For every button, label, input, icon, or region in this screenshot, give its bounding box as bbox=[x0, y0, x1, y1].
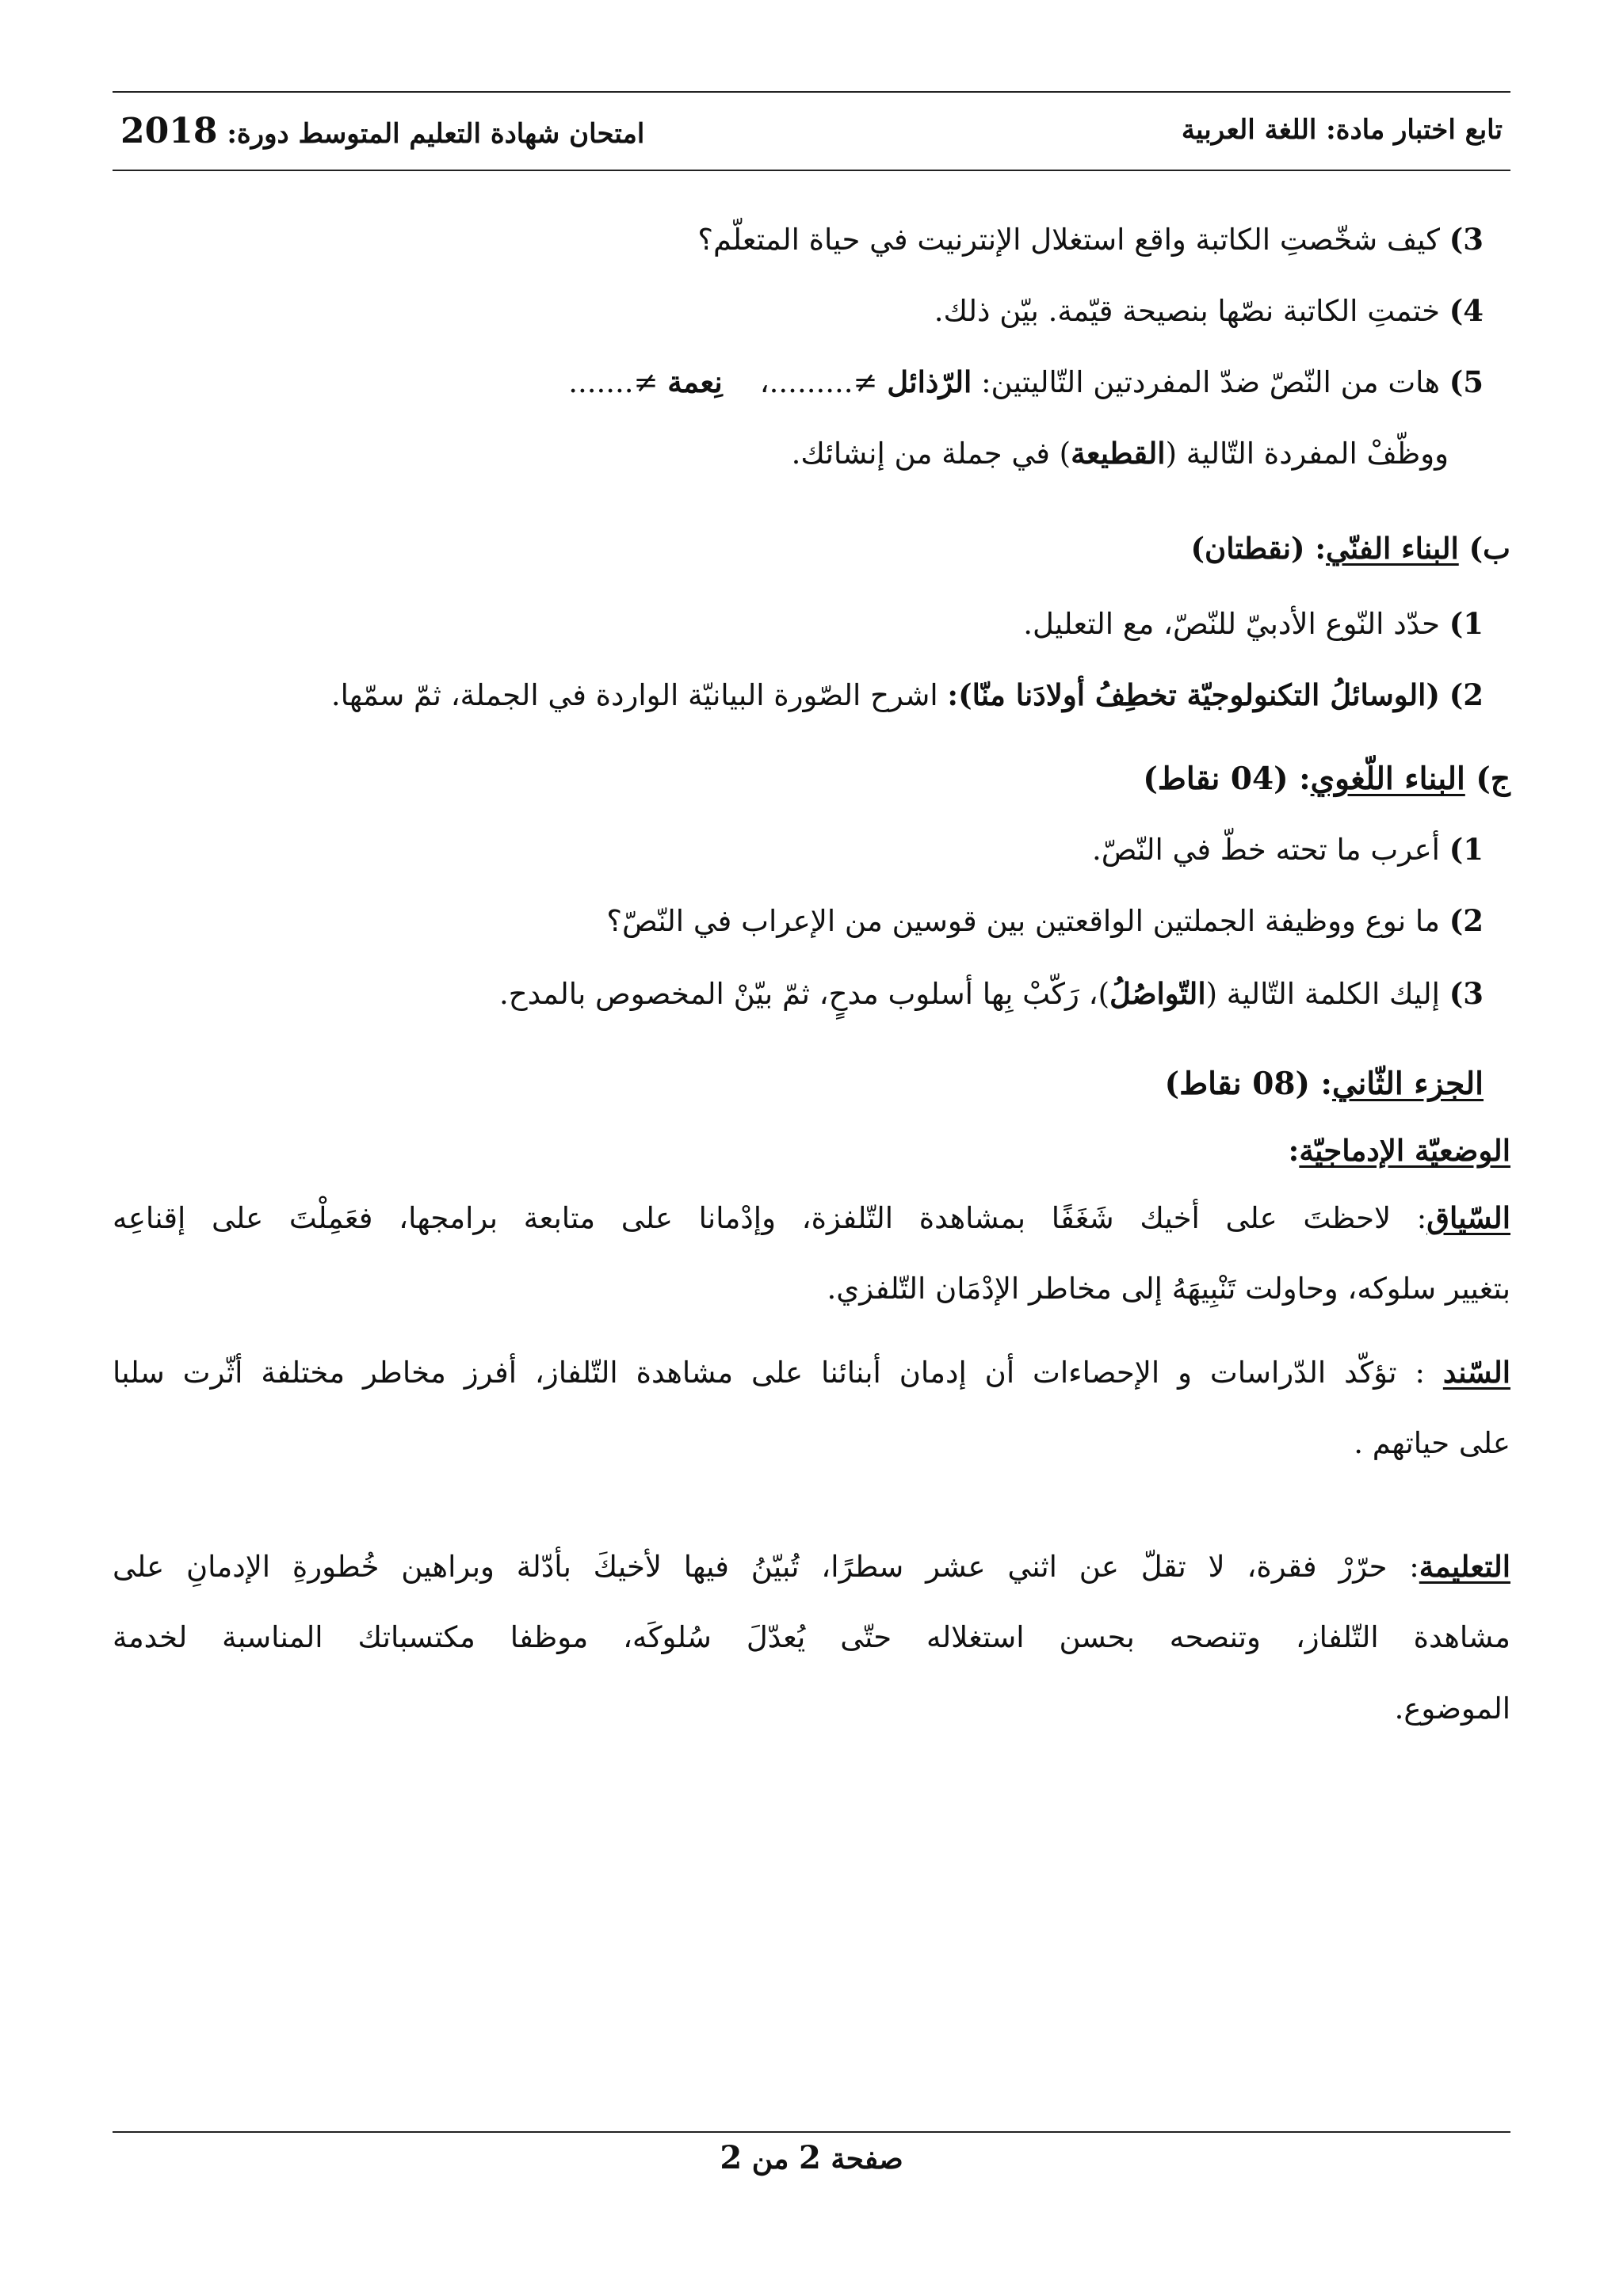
question-text: كيف شخّصتِ الكاتبة واقع استغلال الإنترنيت في حياة المتعلّم؟ bbox=[697, 223, 1440, 257]
part-points: : (08 نقاط) bbox=[1164, 1066, 1332, 1102]
section-b-title bbox=[0, 531, 1623, 566]
support-text: على حياتهم . bbox=[1354, 1426, 1510, 1460]
question-text: ختمتِ الكاتبة نصّها بنصيحة قيّمة. بيّن ذلك. bbox=[934, 294, 1440, 328]
support-line-2 bbox=[0, 1426, 1623, 1460]
situation-title bbox=[0, 1133, 1623, 1168]
question-5 bbox=[0, 364, 1623, 399]
section-c-item-1 bbox=[0, 832, 1623, 867]
instruction-text: ) في جملة من إنشائك. bbox=[791, 437, 1071, 471]
section-prefix: ج) bbox=[1476, 761, 1510, 797]
question-number: 3) bbox=[1449, 976, 1484, 1011]
instruction-label: التعليمة bbox=[1419, 1549, 1510, 1584]
question-text: ما نوع ووظيفة الجملتين الواقعتين بين قوسين من الإعراب في النّصّ؟ bbox=[606, 904, 1440, 938]
question-text: إليك الكلمة التّالية ( bbox=[1205, 977, 1440, 1011]
instruction-text: : حرّرْ فقرة، لا تقلّ عن اثني عشر سطرًا، تُبيّنُ فيها لأخيكَ بأدّلة وبراهين خُطورةِ الإدمانِ على bbox=[113, 1550, 1419, 1584]
question-number: 2) bbox=[1449, 903, 1484, 938]
section-heading: البناء الفنّي bbox=[1326, 531, 1459, 566]
support-line-1 bbox=[0, 1355, 1623, 1390]
colon: : bbox=[1288, 1133, 1300, 1168]
section-points: : (نقطتان) bbox=[1190, 531, 1327, 566]
question-text: حدّد النّوع الأدبيّ للنّصّ، مع التعليل. bbox=[1023, 607, 1440, 641]
part-heading: الجزء الثّاني bbox=[1331, 1066, 1484, 1102]
instruction-line-2 bbox=[0, 1620, 1623, 1654]
context-label: السّياق bbox=[1426, 1200, 1510, 1235]
header-subject: تابع اختبار مادة: اللغة العربية bbox=[1181, 114, 1503, 146]
question-text: )، رَكّبْ بِها أسلوب مدحٍ، ثمّ بيّنْ المخصوص بالمدح. bbox=[498, 977, 1110, 1011]
section-b-item-1 bbox=[0, 606, 1623, 641]
section-points: : (04 نقاط) bbox=[1143, 761, 1311, 797]
question-number: 1) bbox=[1449, 606, 1484, 641]
question-number: 5) bbox=[1449, 364, 1484, 399]
header-rule-top bbox=[113, 91, 1510, 93]
question-text: اشرح الصّورة البيانيّة الواردة في الجملة، ثمّ سمّها. bbox=[330, 678, 938, 712]
question-number: 1) bbox=[1449, 832, 1484, 867]
support-text: : تؤكّد الدّراسات و الإحصاءات أن إدمان أبنائنا على مشاهدة التّلفاز، أفرز مخاطر مختلفة أثّرت سلبا bbox=[113, 1356, 1443, 1390]
page-footer bbox=[0, 2139, 1623, 2176]
question-4 bbox=[0, 293, 1623, 328]
instruction-line-1 bbox=[0, 1549, 1623, 1584]
part2-title bbox=[0, 1066, 1623, 1102]
question-3 bbox=[0, 222, 1623, 257]
question-number: 4) bbox=[1449, 293, 1484, 328]
section-c-item-2 bbox=[0, 903, 1623, 938]
context-line-2 bbox=[0, 1272, 1623, 1306]
situation-heading: الوضعيّة الإدماجيّة bbox=[1299, 1133, 1510, 1168]
header-exam bbox=[120, 111, 644, 151]
instruction-text: ووظّفْ المفردة التّالية ( bbox=[1165, 437, 1449, 471]
question-text: هات من النّصّ ضدّ المفردتين التّاليتين: bbox=[981, 365, 1440, 399]
section-c-item-3 bbox=[0, 976, 1623, 1011]
footer-of-word: من bbox=[751, 2142, 789, 2176]
blank-1: ≠.........، bbox=[759, 365, 878, 399]
context-text: : لاحظتَ على أخيك شَغَفًا بمشاهدة التّلفزة، وإدْمانا على متابعة برامجها، فعَمِلْتَ على إقناعِه bbox=[113, 1201, 1427, 1235]
word-antonym-2: نِعمة bbox=[667, 364, 723, 399]
header-exam-text: امتحان شهادة التعليم المتوسط دورة: bbox=[227, 118, 645, 150]
footer-page-number: 2 bbox=[798, 2139, 821, 2176]
keyword-qatia: القطيعة bbox=[1071, 436, 1166, 471]
question-number: 2) bbox=[1449, 677, 1484, 712]
question-5-line2 bbox=[0, 436, 1623, 471]
context-line-1 bbox=[0, 1200, 1623, 1235]
instruction-text: مشاهدة التّلفاز، وتنصحه بحسن استغلاله حتّى يُعدّلَ سُلوكَه، موظفا مكتسباتك المناسبة لخدمة bbox=[113, 1620, 1510, 1654]
blank-2: ≠....... bbox=[568, 365, 659, 399]
footer-page-word: صفحة bbox=[831, 2142, 903, 2176]
section-b-item-2 bbox=[0, 677, 1623, 712]
header-year: 2018 bbox=[120, 111, 218, 151]
question-number: 3) bbox=[1449, 222, 1484, 257]
section-prefix: ب) bbox=[1468, 531, 1510, 566]
word-antonym-1: الرّذائل bbox=[887, 364, 972, 399]
section-c-title bbox=[0, 761, 1623, 797]
quoted-sentence: (الوسائلُ التكنولوجيّة تخطِفُ أولادَنا منّا): bbox=[947, 677, 1440, 712]
question-text: أعرب ما تحته خطّ في النّصّ. bbox=[1091, 833, 1440, 867]
footer-rule bbox=[113, 2131, 1510, 2133]
instruction-text: الموضوع. bbox=[1394, 1691, 1510, 1726]
page-header bbox=[113, 111, 1510, 155]
context-text: بتغيير سلوكه، وحاولت تَنْبِيهَهُ إلى مخاطر الإدْمَان التّلفزي. bbox=[827, 1272, 1510, 1306]
footer-total-pages: 2 bbox=[720, 2139, 743, 2176]
section-heading: البناء اللّغوي bbox=[1310, 761, 1465, 797]
header-rule-bottom bbox=[113, 170, 1510, 171]
support-label: السّند bbox=[1442, 1355, 1510, 1390]
instruction-line-3 bbox=[0, 1691, 1623, 1726]
keyword-tawasul: التّواصُلُ bbox=[1109, 976, 1206, 1011]
